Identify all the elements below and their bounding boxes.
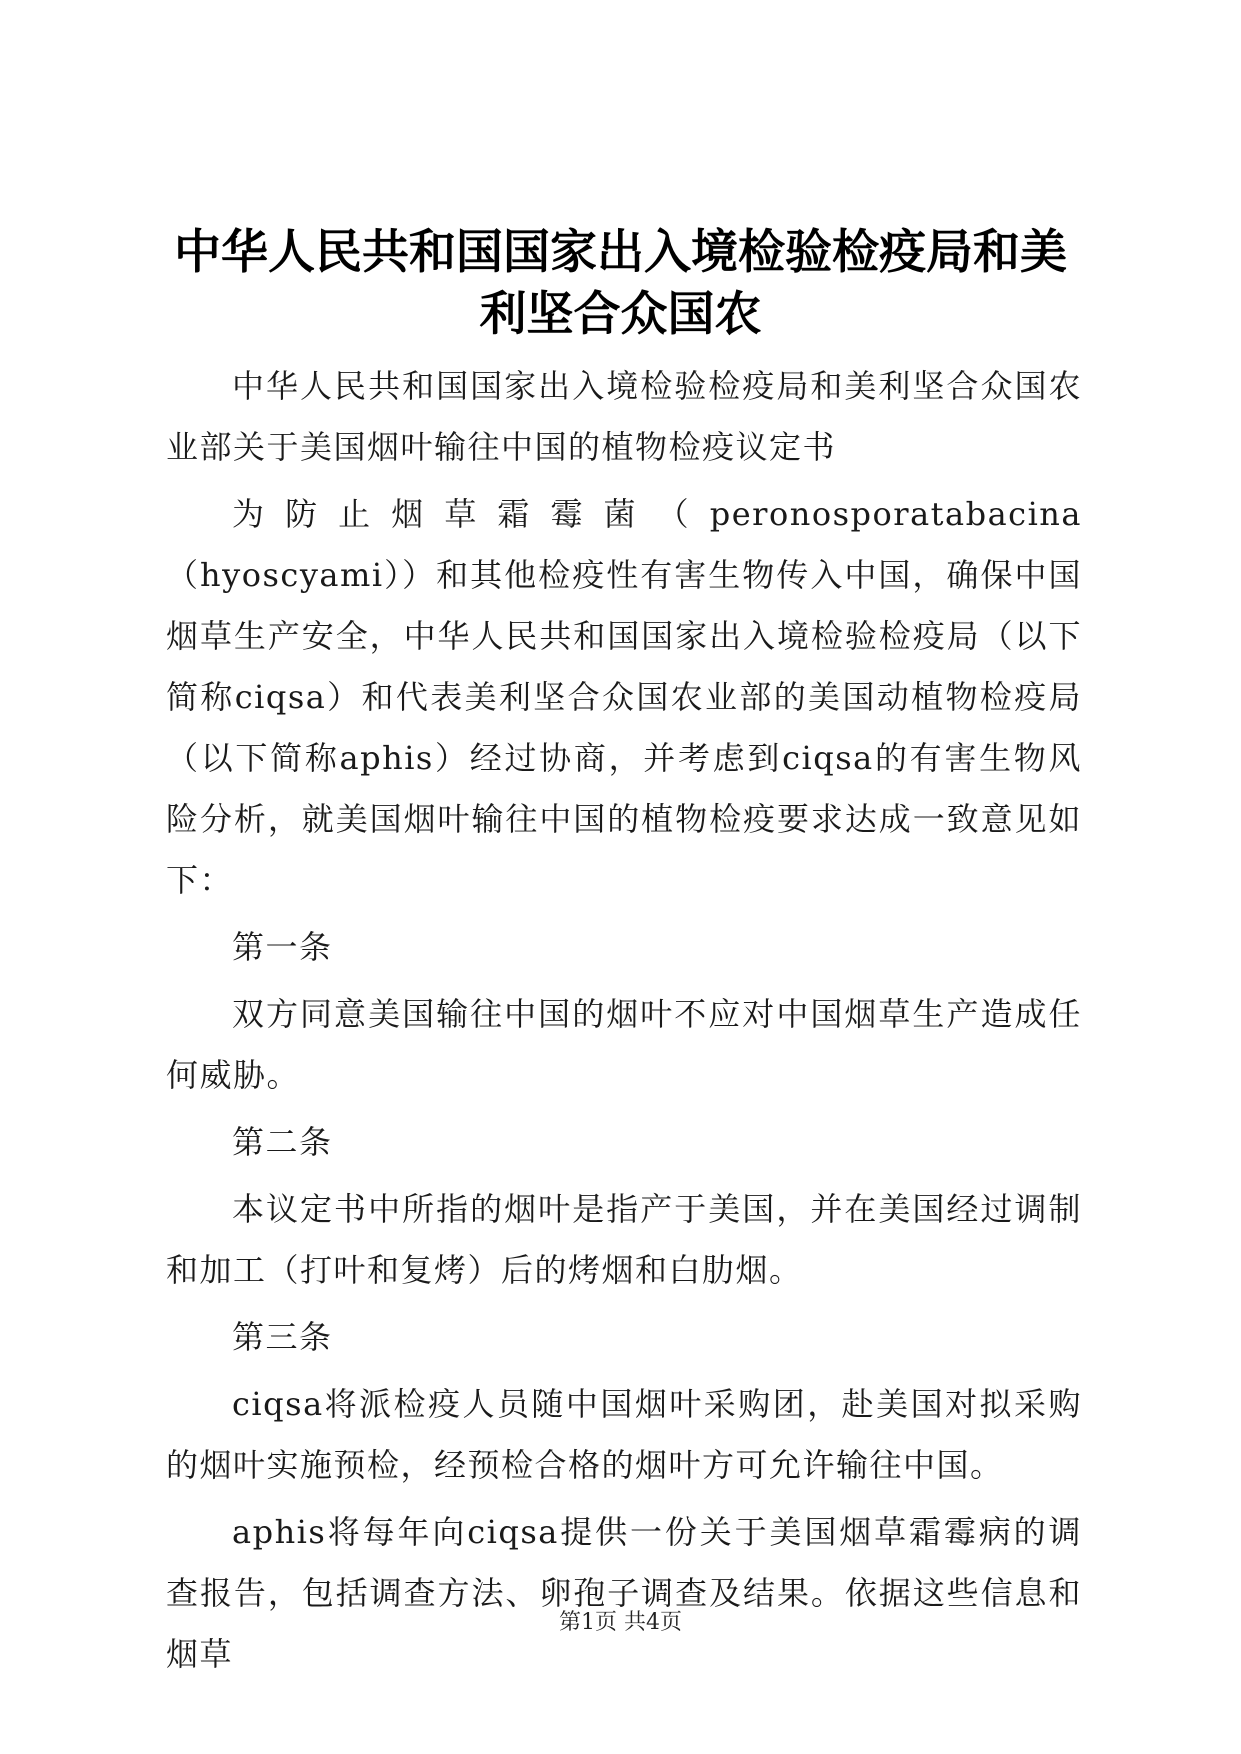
article-text-1: 双方同意美国输往中国的烟叶不应对中国烟草生产造成任何威胁。: [166, 995, 1082, 1094]
paragraph-intro: 中华人民共和国国家出入境检验检疫局和美利坚合众国农业部关于美国烟叶输往中国的植物检疫议定书: [166, 367, 1082, 466]
article-heading-2: 第二条: [232, 1123, 333, 1161]
article-heading-3: 第三条: [232, 1318, 333, 1356]
article-text-3b: aphis将每年向ciqsa提供一份关于美国烟草霜霉病的调查报告，包括调查方法、卵孢子调查及结果。依据这些信息和烟草: [166, 1513, 1082, 1673]
article-text-2: 本议定书中所指的烟叶是指产于美国，并在美国经过调制和加工（打叶和复烤）后的烤烟和白肋烟。: [166, 1190, 1082, 1289]
paragraph-preamble: 为防止烟草霜霉菌（peronosporatabacina（hyoscyami））和其他检疫性有害生物传入中国，确保中国烟草生产安全，中华人民共和国国家出入境检验检疫局（以下简称ciqsa）和代表美利坚合众国农业部的美国动植物检疫局（以下简称aphis）经过协商，并考虑到ciqsa的有害生物风险分析，就美国烟叶输往中国的植物检疫要求达成一致意见如下：: [166, 495, 1082, 899]
document-body: [166, 356, 1082, 1691]
article-heading-1: 第一条: [232, 928, 333, 966]
page-number-footer: 第1页 共4页: [559, 1610, 682, 1635]
article-text-3: ciqsa将派检疫人员随中国烟叶采购团，赴美国对拟采购的烟叶实施预检，经预检合格的烟叶方可允许输往中国。: [166, 1385, 1082, 1484]
document-title: 中华人民共和国国家出入境检验检疫局和美利坚合众国农: [174, 225, 1067, 342]
